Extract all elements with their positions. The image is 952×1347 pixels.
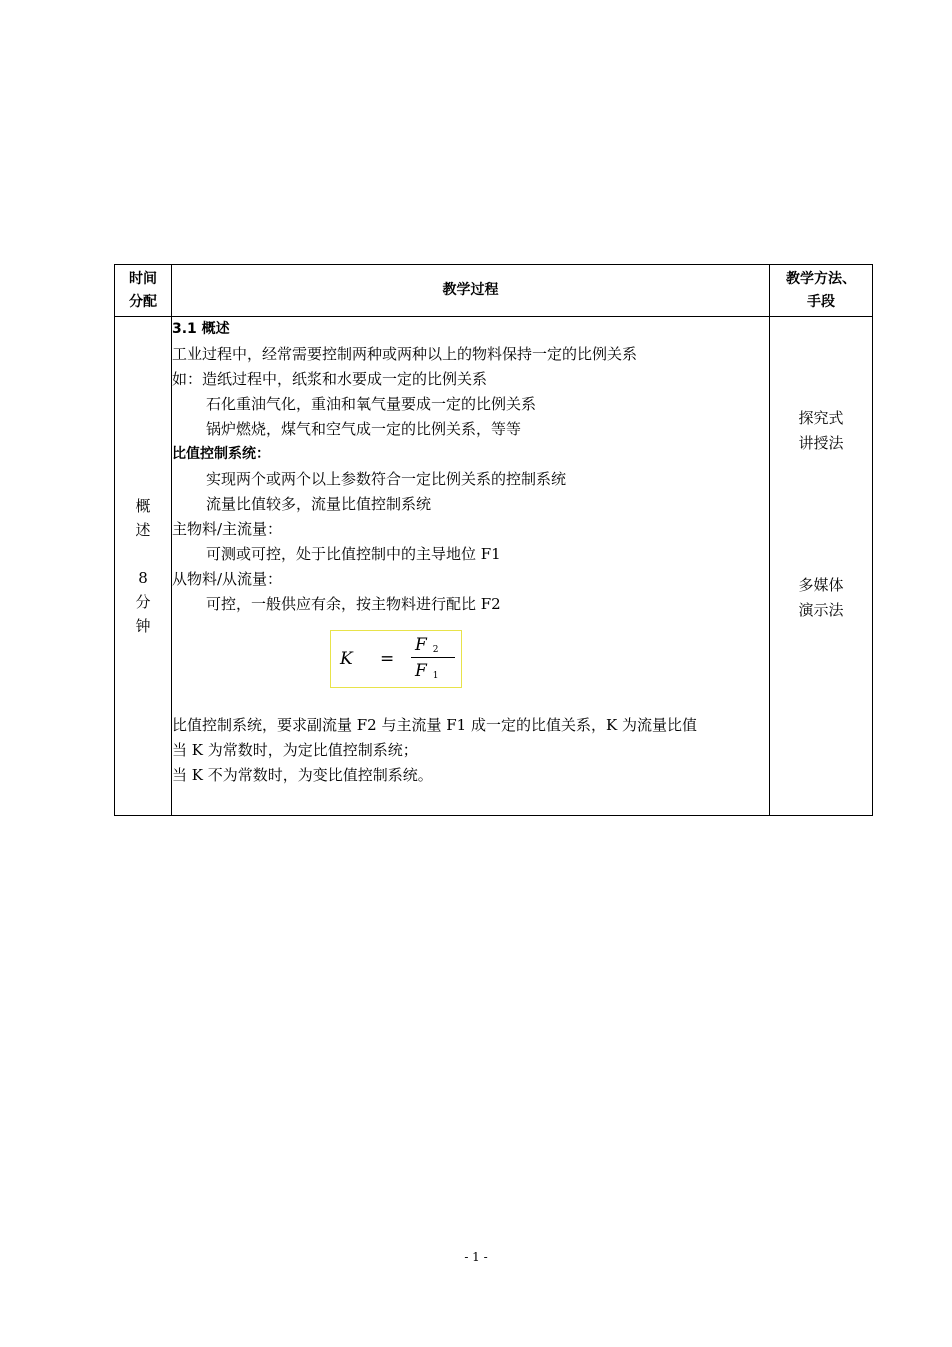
fraction-bar [411, 657, 455, 658]
process-cell [172, 317, 770, 816]
method-inquiry [770, 406, 872, 456]
text-line: 当 K 为常数时，为定比值控制系统； [172, 741, 418, 759]
method-multimedia-line1: 多媒体 [798, 576, 844, 594]
text-line: 可测或可控，处于比值控制中的主导地位 F1 [206, 545, 501, 563]
header-method-line1: 教学方法、 [786, 270, 856, 287]
text-line: 当 K 不为常数时，为变比值控制系统。 [172, 766, 433, 784]
header-process: 教学过程 [172, 265, 770, 317]
content-row [115, 317, 873, 816]
ratio-formula [330, 630, 462, 688]
header-time-line2: 分配 [129, 293, 157, 310]
time-char: 8 [138, 569, 148, 587]
formula-den-var: F [415, 661, 427, 681]
formula-num-sub: 2 [432, 645, 439, 655]
page-number: - 1 - [464, 1250, 488, 1264]
time-allocation-cell [115, 317, 172, 816]
method-inquiry-line2: 讲授法 [798, 434, 844, 452]
time-char: 概 [135, 497, 151, 515]
text-line: 比值控制系统，要求副流量 F2 与主流量 F1 成一定的比值关系，K 为流量比值 [172, 716, 697, 734]
text-line: 实现两个或两个以上参数符合一定比例关系的控制系统 [206, 470, 567, 488]
formula-equals: = [380, 649, 395, 669]
lesson-table [114, 264, 873, 816]
text-line: 主物料/主流量： [172, 520, 283, 538]
header-method [770, 265, 873, 317]
time-char: 述 [135, 521, 151, 539]
text-line: 工业过程中，经常需要控制两种或两种以上的物料保持一定的比例关系 [172, 345, 638, 363]
text-line: 可控，一般供应有余，按主物料进行配比 F2 [206, 595, 501, 613]
text-line: 锅炉燃烧，煤气和空气成一定的比例关系，等等 [206, 420, 522, 438]
definition-title: 比值控制系统： [172, 446, 270, 462]
formula-num-var: F [415, 635, 427, 655]
header-time [115, 265, 172, 317]
formula-den-sub: 1 [432, 671, 439, 681]
text-line: 流量比值较多，流量比值控制系统 [206, 495, 432, 513]
header-time-line1: 时间 [129, 270, 157, 287]
section-title: 3.1 概述 [172, 321, 230, 337]
formula-lhs: K [340, 649, 353, 669]
text-line: 从物料/从流量： [172, 570, 283, 588]
method-inquiry-line1: 探究式 [798, 409, 844, 427]
formula-denominator [415, 659, 439, 687]
method-multimedia [770, 573, 872, 623]
header-row [115, 265, 873, 317]
time-char: 分 [135, 593, 151, 611]
text-line: 石化重油气化，重油和氧气量要成一定的比例关系 [206, 395, 537, 413]
method-multimedia-line2: 演示法 [798, 601, 844, 619]
header-method-line2: 手段 [807, 293, 835, 310]
time-char: 钟 [135, 617, 151, 635]
text-line: 如：造纸过程中，纸浆和水要成一定的比例关系 [172, 370, 488, 388]
method-cell [770, 317, 873, 816]
